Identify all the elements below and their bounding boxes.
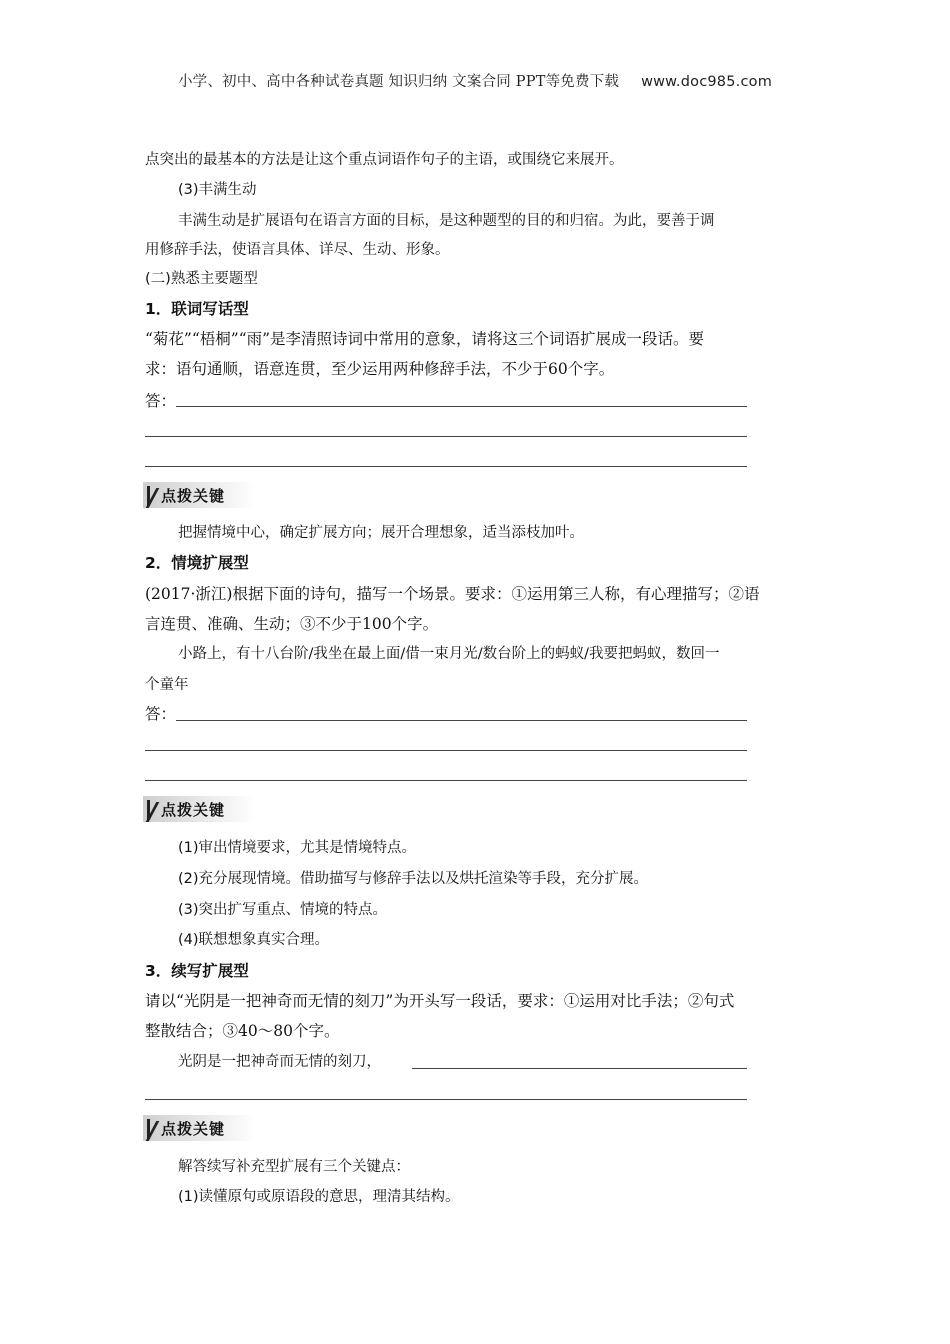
question-text: 求：语句通顺，语意连贯，至少运用两种修辞手法，不少于60个字。 (145, 360, 615, 378)
key-point-text: (3)突出扩写重点、情境的特点。 (178, 902, 388, 918)
question-type-title: 1．联词写话型 (145, 300, 249, 318)
poem-text: 个童年 (145, 677, 189, 693)
question-text: 整散结合；③40～80个字。 (145, 1022, 340, 1040)
subheading: (3)丰满生动 (178, 182, 257, 198)
header-tagline: 小学、初中、高中各种试卷真题 知识归纳 文案合同 PPT等免费下载 (177, 74, 620, 90)
answer-line[interactable] (145, 780, 747, 781)
header-site[interactable]: www.doc985.com (641, 74, 773, 90)
paragraph: 点突出的最基本的方法是让这个重点词语作句子的主语，或围绕它来展开。 (145, 152, 624, 168)
key-point-text: (2)充分展现情境。借助描写与修辞手法以及烘托渲染等手段，充分扩展。 (178, 871, 649, 887)
answer-line[interactable] (145, 436, 747, 437)
key-points-badge (143, 482, 255, 508)
slash-mark-icon (145, 798, 159, 820)
answer-line[interactable] (176, 406, 747, 407)
key-points-badge (143, 796, 255, 822)
section-heading: (二)熟悉主要题型 (145, 271, 258, 287)
key-point-text: (4)联想想象真实合理。 (178, 932, 330, 948)
badge-label: 点拨关键 (161, 486, 226, 505)
question-type-title: 3．续写扩展型 (145, 962, 249, 980)
question-text: “菊花”“梧桐”“雨”是李清照诗词中常用的意象，请将这三个词语扩展成一段话。要 (145, 330, 705, 348)
slash-mark-icon (145, 484, 159, 506)
question-text: 言连贯、准确、生动；③不少于100个字。 (145, 615, 439, 633)
key-point-text: 解答续写补充型扩展有三个关键点： (178, 1159, 410, 1175)
answer-label: 答： (145, 705, 177, 723)
paragraph: 丰满生动是扩展语句在语言方面的目标，是这种题型的目的和归宿。为此，要善于调 (178, 213, 715, 229)
key-point-text: (1)审出情境要求，尤其是情境特点。 (178, 840, 417, 856)
answer-label: 答： (145, 392, 177, 410)
badge-label: 点拨关键 (161, 1119, 226, 1138)
answer-line[interactable] (145, 750, 747, 751)
question-text: (2017·浙江)根据下面的诗句，描写一个场景。要求：①运用第三人称，有心理描写；②语 (145, 585, 760, 603)
slash-mark-icon (145, 1117, 159, 1139)
poem-text: 小路上，有十八台阶/我坐在最上面/借一束月光/数台阶上的蚂蚁/我要把蚂蚁，数回一 (178, 646, 720, 662)
continuation-start: 光阴是一把神奇而无情的刻刀， (178, 1054, 381, 1070)
answer-line[interactable] (145, 1099, 747, 1100)
question-type-title: 2．情境扩展型 (145, 554, 249, 572)
badge-label: 点拨关键 (161, 800, 226, 819)
key-points-badge (143, 1115, 255, 1141)
answer-line[interactable] (412, 1068, 747, 1069)
key-point-text: (1)读懂原句或原语段的意思，理清其结构。 (178, 1189, 460, 1205)
paragraph: 用修辞手法，使语言具体、详尽、生动、形象。 (145, 242, 450, 258)
question-text: 请以“光阴是一把神奇而无情的刻刀”为开头写一段话，要求：①运用对比手法；②句式 (145, 992, 735, 1010)
answer-line[interactable] (145, 466, 747, 467)
answer-line[interactable] (176, 720, 747, 721)
page-header (0, 70, 950, 91)
key-point-text: 把握情境中心，确定扩展方向；展开合理想象，适当添枝加叶。 (178, 525, 584, 541)
